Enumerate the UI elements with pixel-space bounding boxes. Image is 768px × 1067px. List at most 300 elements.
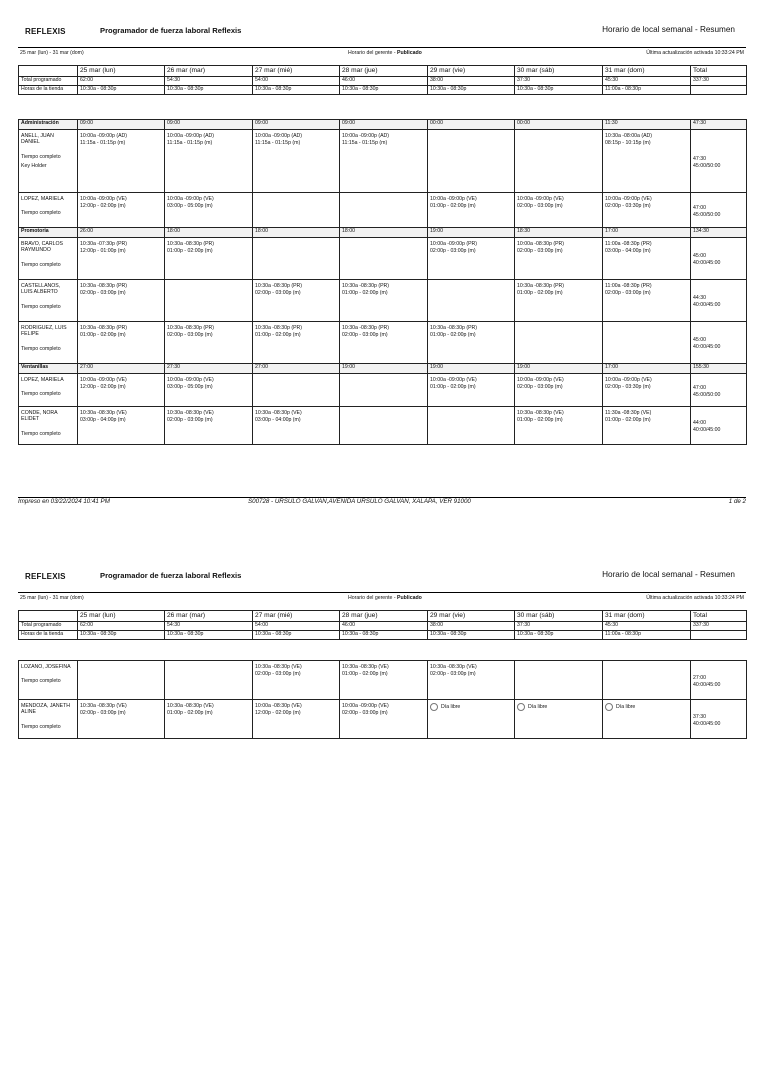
shift-cell [253,238,340,280]
department-row [19,120,747,130]
shift-cell [253,700,340,739]
employee-cell [19,700,78,739]
shift-cell [340,130,428,193]
shift-time: 10:30a -08:30p (PR) [255,283,303,289]
total-header: Total [691,611,747,622]
sub-header [18,595,746,603]
employee-contract: 40:00/45:00 [693,302,721,308]
store-hours: 10:30a - 08:30p [428,631,515,640]
shift-cell [603,374,691,407]
shift-cell [165,407,253,445]
employee-total: 45:00 [693,337,706,344]
meal-break: 02:00p - 03:00p (m) [80,289,126,296]
department-total: 09:00 [78,120,165,130]
meal-break: 01:00p - 02:00p (m) [80,331,126,338]
employee-total: 27:00 [693,674,706,681]
employee-type: Tiempo completo [21,678,61,685]
employee-name: LOPEZ, MARIELA [21,377,64,383]
day-header: 30 mar (sáb) [515,66,603,77]
department-total: 17:00 [603,228,691,238]
employee-name: ANELL, JUAN DANIEL [21,133,54,146]
department-total: 17:00 [603,364,691,374]
employee-total: 37:30 [693,713,706,720]
meal-break: 01:00p - 02:00p (m) [430,383,476,390]
scheduled-value: 37:30 [515,77,603,86]
shift-cell [165,238,253,280]
day-header: 27 mar (mié) [253,66,340,77]
shift-cell [515,374,603,407]
employee-total-cell [691,193,747,228]
shift-time: 10:30a -07:30p (PR) [80,241,128,247]
shift-time: 10:30a -08:30p (PR) [80,283,128,289]
report-page-1 [0,22,768,522]
shift-cell [253,322,340,364]
shift-time: 10:30a -08:30p (PR) [80,325,128,331]
store-hours: 10:30a - 08:30p [253,86,340,95]
scheduled-value: 54:00 [253,622,340,631]
schedule-table [18,119,747,445]
employee-contract: 40:00/45:00 [693,260,721,266]
employee-total: 47:00 [693,204,706,211]
day-header: 31 mar (dom) [603,611,691,622]
meal-break: 02:00p - 03:00p (m) [605,289,651,296]
employee-total-cell [691,130,747,193]
employee-row [19,238,747,280]
meal-break: 12:00p - 02:00p (m) [255,709,301,716]
meal-break: 01:00p - 02:00p (m) [167,247,213,254]
employee-total-cell [691,322,747,364]
header-rule [18,592,746,593]
shift-time: 10:00a -09:00p (AD) [80,133,128,139]
shift-cell [428,407,515,445]
employee-name: MENDOZA, JANETH ALINE [21,703,70,716]
shift-cell [165,374,253,407]
shift-time: 10:00a -09:00p (VE) [605,196,652,202]
shift-cell [603,407,691,445]
shift-time: 10:00a -09:00p (VE) [517,196,564,202]
date-range: 25 mar (lun) - 31 mar (dom) [20,595,84,601]
shift-cell [78,193,165,228]
department-total: 09:00 [253,120,340,130]
department-total: 19:00 [340,364,428,374]
shift-time: 10:30a -08:30p (VE) [430,664,477,670]
meal-break: 02:00p - 03:00p (m) [167,331,213,338]
shift-cell [165,130,253,193]
shift-cell [340,374,428,407]
scheduled-value: 37:30 [515,622,603,631]
shift-cell [78,374,165,407]
shift-time: 10:30a -08:30p (PR) [255,325,303,331]
employee-total-cell [691,280,747,322]
employee-row [19,193,747,228]
department-total: 19:00 [428,364,515,374]
shift-time: 11:30a -08:30p (VE) [605,410,652,416]
meal-break: 03:00p - 04:00p (m) [80,416,126,423]
department-name: Administración [19,120,78,130]
shift-cell [340,661,428,700]
meal-break: 03:00p - 05:00p (m) [167,202,213,209]
employee-total-cell [691,661,747,700]
meal-break: 11:15a - 01:15p (m) [80,139,126,146]
meal-break: 02:00p - 03:00p (m) [167,416,213,423]
total-header: Total [691,66,747,77]
employee-row [19,407,747,445]
header-rule [18,47,746,48]
department-total: 27:00 [253,364,340,374]
scheduled-value: 38:00 [428,622,515,631]
shift-time: 10:00a -09:00p (VE) [167,196,214,202]
employee-name: LOPEZ, MARIELA [21,196,64,202]
employee-name: CONDE, NORA ELIDET [21,410,58,423]
department-total: 19:00 [428,228,515,238]
employee-cell [19,374,78,407]
department-total: 19:00 [515,364,603,374]
store-hours: 10:30a - 08:30p [515,631,603,640]
app-title: Programador de fuerza laboral Reflexis [100,26,242,35]
blank-cell [19,611,78,622]
report-page-2 [0,567,768,1067]
meal-break: 02:00p - 03:30p (m) [605,383,651,390]
employee-contract: 40:00/45:00 [693,681,721,688]
employee-total: 47:30 [693,155,706,162]
reflexis-logo: REFLEXIS [25,572,66,581]
schedule-status: Horario del gerente - Publicado [348,595,422,601]
meal-break: 02:00p - 03:00p (m) [80,709,126,716]
shift-time: 10:00a -09:00p (VE) [605,377,652,383]
employee-cell [19,130,78,193]
meal-break: 01:00p - 02:00p (m) [430,331,476,338]
meal-break: 02:00p - 03:30p (m) [605,202,651,209]
meal-break: 01:00p - 02:00p (m) [430,202,476,209]
employee-type: Tiempo completo [21,391,61,398]
meal-break: 01:00p - 02:00p (m) [167,709,213,716]
day-header: 28 mar (jue) [340,611,428,622]
shift-cell [340,407,428,445]
shift-cell [253,193,340,228]
employee-type: Tiempo completo [21,345,61,352]
shift-time: 10:30a -08:30p (VE) [80,703,127,709]
scheduled-value: 337:30 [691,622,747,631]
shift-time: 10:00a -09:00p (VE) [167,377,214,383]
department-total: 18:00 [165,228,253,238]
employee-cell [19,238,78,280]
meal-break: 12:00p - 01:00p (m) [80,247,126,254]
day-header: 30 mar (sáb) [515,611,603,622]
meal-break: 02:00p - 03:00p (m) [517,202,563,209]
department-total: 00:00 [428,120,515,130]
hours-label: Horas de la tienda [19,631,78,640]
shift-cell [253,407,340,445]
employee-total: 44:00 [693,420,706,427]
meal-break: 01:00p - 02:00p (m) [517,416,563,423]
shift-cell [78,238,165,280]
shift-cell [603,661,691,700]
shift-time: 11:00a -08:30p (PR) [605,241,652,247]
scheduled-value: 54:30 [165,77,253,86]
department-total: 26:00 [78,228,165,238]
shift-time: 10:30a -08:30p (PR) [342,283,390,289]
shift-cell [515,407,603,445]
employee-row [19,280,747,322]
shift-time: 10:30a -08:30p (VE) [255,410,302,416]
scheduled-value: 46:00 [340,77,428,86]
shift-time: 10:30a -08:30p (VE) [80,410,127,416]
clock-icon [430,703,438,711]
employee-type: Tiempo completo [21,303,61,310]
employee-cell [19,661,78,700]
shift-time: 10:00a -08:30p (PR) [517,241,565,247]
shift-cell [515,661,603,700]
shift-time: 10:30a -08:30p (VE) [167,703,214,709]
shift-cell [78,280,165,322]
day-header: 25 mar (lun) [78,611,165,622]
employee-role: Key Holder [21,163,47,170]
shift-cell [253,661,340,700]
department-total: 18:30 [515,228,603,238]
page-number: 1 de 2 [728,498,746,505]
employee-total-cell [691,238,747,280]
shift-cell [253,130,340,193]
sub-header [18,50,746,58]
shift-time: 10:00a -09:00p (PR) [430,241,478,247]
department-total: 09:00 [165,120,253,130]
meal-break: 03:00p - 04:00p (m) [605,247,651,254]
employee-contract: 40:00/45:00 [693,427,721,433]
department-name: Ventanillas [19,364,78,374]
employee-type: Tiempo completo [21,210,61,217]
employee-type: Tiempo completo [21,723,61,730]
department-total: 09:00 [340,120,428,130]
employee-total-cell [691,374,747,407]
employee-row [19,661,747,700]
meal-break: 02:00p - 03:00p (m) [255,670,301,677]
shift-time: 10:00a -09:00p (VE) [430,196,477,202]
employee-type: Tiempo completo [21,261,61,268]
store-hours: 10:30a - 08:30p [340,86,428,95]
department-total: 155:30 [691,364,747,374]
day-header: 26 mar (mar) [165,66,253,77]
last-update: Última actualización activada 10:33:24 PM [646,595,744,601]
employee-row [19,322,747,364]
employee-name: BRAVO, CARLOS RAYMUNDO [21,241,63,254]
meal-break: 01:00p - 02:00p (m) [342,289,388,296]
shift-time: 10:00a -09:00p (AD) [255,133,303,139]
shift-cell [515,322,603,364]
employee-cell [19,407,78,445]
employee-contract: 40:00/45:00 [693,720,721,727]
employee-name: RODRIGUEZ, LUIS FELIPE [21,325,67,338]
store-hours [691,86,747,95]
department-total: 27:00 [78,364,165,374]
shift-time: 10:30a -08:30p (PR) [517,283,565,289]
day-off: Día libre [517,703,600,711]
store-hours: 10:30a - 08:30p [253,631,340,640]
meal-break: 01:00p - 02:00p (m) [517,289,563,296]
date-range: 25 mar (lun) - 31 mar (dom) [20,50,84,56]
report-title: Horario de local semanal - Resumen [602,570,735,579]
department-total: 27:30 [165,364,253,374]
employee-name: LOZANO, JOSEFINA [21,664,71,670]
meal-break: 12:00p - 02:00p (m) [80,202,126,209]
shift-cell [165,280,253,322]
department-total: 00:00 [515,120,603,130]
scheduled-value: 38:00 [428,77,515,86]
employee-type: Tiempo completo [21,153,61,160]
shift-cell [515,130,603,193]
shift-time: 10:30a -08:30p (PR) [430,325,478,331]
shift-cell [428,130,515,193]
shift-cell [340,280,428,322]
shift-cell [78,661,165,700]
scheduled-value: 46:00 [340,622,428,631]
shift-time: 10:30a -08:30p (VE) [255,664,302,670]
shift-cell [340,193,428,228]
shift-time: 10:00a -09:00p (VE) [342,703,389,709]
meal-break: 02:00p - 03:00p (m) [517,247,563,254]
reflexis-logo: REFLEXIS [25,27,66,36]
meal-break: 02:00p - 03:00p (m) [342,331,388,338]
meal-break: 02:00p - 03:00p (m) [517,383,563,390]
meal-break: 11:15a - 01:15p (m) [167,139,213,146]
scheduled-value: 62:00 [78,77,165,86]
shift-cell [428,374,515,407]
schedule-status: Horario del gerente - Publicado [348,50,422,56]
employee-type: Tiempo completo [21,430,61,437]
shift-cell [428,661,515,700]
meal-break: 01:00p - 02:00p (m) [255,331,301,338]
shift-cell [78,130,165,193]
employee-total-cell [691,407,747,445]
store-hours: 11:00a - 08:30p [603,86,691,95]
employee-contract: 45:00/50:00 [693,211,721,218]
app-title: Programador de fuerza laboral Reflexis [100,571,242,580]
scheduled-value: 45:30 [603,622,691,631]
shift-cell [603,322,691,364]
meal-break: 11:15a - 01:15p (m) [255,139,301,146]
shift-cell [78,407,165,445]
printed-date: Impreso en 03/22/2024 10:41 PM [18,498,110,505]
meal-break: 01:00p - 02:00p (m) [605,416,651,423]
day-header: 28 mar (jue) [340,66,428,77]
department-row [19,228,747,238]
meal-break: 12:00p - 02:00p (m) [80,383,126,390]
shift-time: 10:30a -08:30p (PR) [342,325,390,331]
scheduled-value: 62:00 [78,622,165,631]
shift-cell [603,193,691,228]
shift-time: 10:30a -08:30p (VE) [342,664,389,670]
department-name: Promotoria [19,228,78,238]
store-hours: 11:00a - 08:30p [603,631,691,640]
store-hours: 10:30a - 08:30p [78,86,165,95]
shift-cell [428,700,515,739]
employee-total: 45:00 [693,253,706,260]
blank-cell [19,66,78,77]
shift-time: 10:30a -08:30p (VE) [517,410,564,416]
shift-cell [340,700,428,739]
employee-row [19,130,747,193]
shift-cell [515,280,603,322]
day-off: Día libre [430,703,512,711]
employee-total: 47:00 [693,384,706,391]
shift-cell [340,322,428,364]
shift-cell [165,322,253,364]
shift-cell [78,700,165,739]
shift-cell [165,193,253,228]
shift-cell [253,374,340,407]
store-hours: 10:30a - 08:30p [78,631,165,640]
shift-time: 10:00a -09:00p (VE) [80,196,127,202]
hours-label: Horas de la tienda [19,86,78,95]
employee-cell [19,193,78,228]
store-hours: 10:30a - 08:30p [165,86,253,95]
employee-name: CASTELLANOS, LUIS ALBERTO [21,283,61,296]
meal-break: 03:00p - 05:00p (m) [167,383,213,390]
schedule-table [18,660,747,739]
last-update: Última actualización activada 10:33:24 PM [646,50,744,56]
shift-cell [428,238,515,280]
meal-break: 11:15a - 01:15p (m) [342,139,388,146]
shift-cell [165,700,253,739]
day-header: 27 mar (mié) [253,611,340,622]
scheduled-value: 54:00 [253,77,340,86]
shift-time: 10:00a -09:00p (VE) [430,377,477,383]
scheduled-label: Total programado [19,77,78,86]
shift-time: 10:30a -08:30p (PR) [167,325,215,331]
employee-row [19,700,747,739]
shift-time: 10:00a -08:30p (VE) [255,703,302,709]
shift-cell [515,700,603,739]
department-row [19,364,747,374]
department-total: 18:00 [340,228,428,238]
shift-time: 10:00a -09:00p (VE) [80,377,127,383]
employee-total: 44:30 [693,295,706,302]
shift-cell [515,238,603,280]
shift-cell [603,700,691,739]
shift-time: 10:00a -09:00p (AD) [342,133,390,139]
department-total: 47:30 [691,120,747,130]
meal-break: 02:00p - 03:00p (m) [255,289,301,296]
shift-cell [78,322,165,364]
store-address: S00728 - URSULO GALVAN,AVENIDA URSULO GALVAN, XALAPA, VER 91000 [248,498,471,505]
shift-cell [253,280,340,322]
day-header: 25 mar (lun) [78,66,165,77]
shift-time: 11:00a -08:30p (PR) [605,283,652,289]
report-title: Horario de local semanal - Resumen [602,25,735,34]
summary-table [18,610,747,640]
shift-time: 10:00a -09:00p (AD) [167,133,215,139]
store-hours: 10:30a - 08:30p [340,631,428,640]
meal-break: 02:00p - 03:00p (m) [430,670,476,677]
employee-contract: 40:00/45:00 [693,344,721,350]
meal-break: 02:00p - 03:00p (m) [342,709,388,716]
shift-time: 10:30a -08:30p (PR) [167,241,215,247]
shift-cell [603,130,691,193]
day-header: 29 mar (vie) [428,66,515,77]
department-total: 18:00 [253,228,340,238]
employee-contract: 45:00/50:00 [693,391,721,398]
meal-break: 01:00p - 02:00p (m) [342,670,388,677]
shift-cell [165,661,253,700]
store-hours [691,631,747,640]
day-off: Día libre [605,703,688,711]
shift-cell [603,238,691,280]
shift-cell [428,322,515,364]
employee-contract: 45:00/50:00 [693,162,721,169]
meal-break: 08:15p - 10:15p (m) [605,139,651,146]
meal-break: 02:00p - 03:00p (m) [430,247,476,254]
clock-icon [605,703,613,711]
shift-time: 10:30a -08:30p (VE) [167,410,214,416]
